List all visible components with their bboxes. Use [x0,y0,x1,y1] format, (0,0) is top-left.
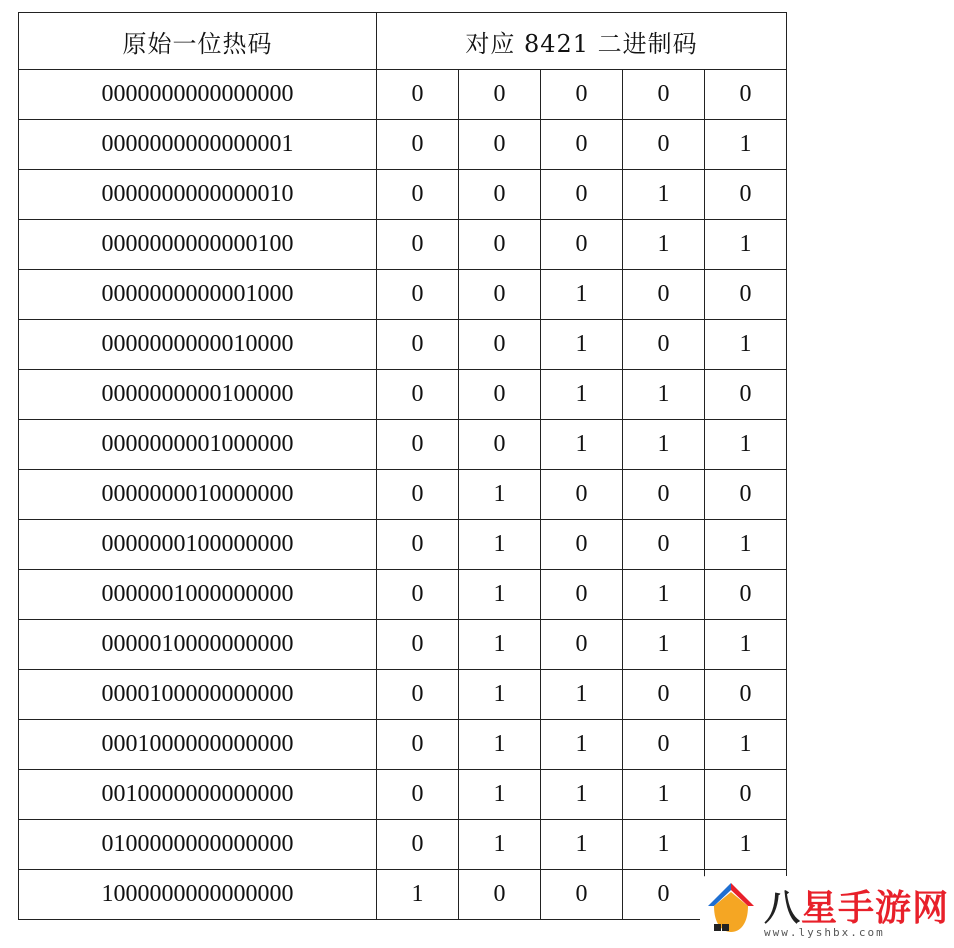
binary-bit-cell: 1 [541,420,623,470]
table-row [19,70,787,120]
binary-bit-cell: 1 [541,670,623,720]
onehot-code-cell: 0000001000000000 [19,570,377,620]
binary-bit-cell: 0 [623,270,705,320]
binary-bit-cell: 0 [541,170,623,220]
binary-bit-cell: 1 [623,370,705,420]
binary-bit-cell: 1 [459,770,541,820]
binary-bit-cell: 1 [541,270,623,320]
binary-bit-cell: 0 [377,620,459,670]
binary-bit-cell: 1 [705,320,787,370]
binary-bit-cell: 0 [705,470,787,520]
binary-bit-cell: 1 [541,820,623,870]
binary-bit-cell: 1 [623,770,705,820]
onehot-code-cell: 0000000000010000 [19,320,377,370]
table-row [19,670,787,720]
binary-bit-cell: 0 [377,70,459,120]
table-row [19,820,787,870]
binary-bit-cell: 0 [459,70,541,120]
binary-bit-cell: 1 [705,720,787,770]
onehot-code-cell: 0010000000000000 [19,770,377,820]
header-binary: 对应 8421 二进制码 [377,13,787,70]
table-row [19,520,787,570]
binary-bit-cell: 1 [459,720,541,770]
header-row [19,13,787,70]
binary-bit-cell: 0 [705,570,787,620]
binary-bit-cell: 0 [541,570,623,620]
binary-bit-cell: 0 [623,720,705,770]
binary-bit-cell: 0 [459,370,541,420]
binary-bit-cell: 0 [623,670,705,720]
binary-bit-cell: 1 [623,570,705,620]
binary-bit-cell: 0 [377,270,459,320]
binary-bit-cell: 0 [377,220,459,270]
onehot-code-cell: 0100000000000000 [19,820,377,870]
binary-bit-cell: 0 [541,220,623,270]
onehot-code-cell: 0000010000000000 [19,620,377,670]
binary-bit-cell: 0 [459,120,541,170]
binary-bit-cell: 0 [459,220,541,270]
binary-bit-cell: 1 [705,220,787,270]
code-conversion-table [18,12,787,920]
binary-bit-cell: 0 [459,320,541,370]
binary-bit-cell: 1 [459,820,541,870]
binary-bit-cell: 0 [623,320,705,370]
onehot-code-cell: 0001000000000000 [19,720,377,770]
table-row [19,470,787,520]
table-body [19,70,787,920]
binary-bit-cell: 0 [459,170,541,220]
binary-bit-cell: 0 [541,520,623,570]
binary-bit-cell: 1 [459,570,541,620]
onehot-code-cell: 0000000000000100 [19,220,377,270]
binary-bit-cell: 0 [541,120,623,170]
binary-bit-cell: 0 [541,870,623,920]
binary-bit-cell: 1 [623,420,705,470]
onehot-code-cell: 0000100000000000 [19,670,377,720]
binary-bit-cell: 0 [377,820,459,870]
binary-bit-cell: 1 [459,670,541,720]
binary-bit-cell: 0 [705,770,787,820]
watermark [700,876,950,946]
watermark-url: www.lyshbx.com [764,926,885,939]
binary-bit-cell: 1 [623,170,705,220]
table-row [19,720,787,770]
binary-bit-cell: 0 [459,270,541,320]
binary-bit-cell: 0 [541,70,623,120]
onehot-code-cell: 0000000000001000 [19,270,377,320]
table-row [19,170,787,220]
onehot-code-cell: 0000000000100000 [19,370,377,420]
watermark-char: 星 [801,888,839,929]
binary-bit-cell: 1 [705,620,787,670]
binary-bit-cell: 0 [705,270,787,320]
watermark-char: 游 [875,888,913,929]
onehot-code-cell: 0000000000000001 [19,120,377,170]
table-row [19,570,787,620]
table-row [19,270,787,320]
watermark-text [764,880,949,931]
binary-bit-cell: 1 [377,870,459,920]
binary-bit-cell: 0 [377,320,459,370]
onehot-code-cell: 0000000001000000 [19,420,377,470]
watermark-char: 八 [764,888,802,929]
table-row [19,120,787,170]
watermark-char: 手 [838,888,876,929]
binary-bit-cell: 0 [459,870,541,920]
binary-bit-cell: 0 [377,170,459,220]
table-row [19,770,787,820]
binary-bit-cell: 0 [705,670,787,720]
table-row [19,870,787,920]
binary-bit-cell: 1 [459,520,541,570]
binary-bit-cell: 0 [377,370,459,420]
binary-bit-cell: 1 [705,520,787,570]
binary-bit-cell: 0 [377,720,459,770]
onehot-code-cell: 1000000000000000 [19,870,377,920]
binary-bit-cell: 0 [623,120,705,170]
binary-bit-cell: 0 [377,470,459,520]
binary-bit-cell: 0 [377,570,459,620]
onehot-code-cell: 0000000100000000 [19,520,377,570]
binary-bit-cell: 1 [459,470,541,520]
house-logo-icon [704,880,758,938]
binary-bit-cell: 0 [705,370,787,420]
header-onehot: 原始一位热码 [19,13,377,70]
binary-bit-cell: 0 [377,520,459,570]
binary-bit-cell: 0 [623,870,705,920]
binary-bit-cell: 1 [541,320,623,370]
table-row [19,620,787,670]
binary-bit-cell: 1 [541,370,623,420]
binary-bit-cell: 0 [377,770,459,820]
binary-bit-cell: 1 [623,820,705,870]
binary-bit-cell: 0 [623,470,705,520]
binary-bit-cell: 1 [459,620,541,670]
binary-bit-cell: 1 [705,120,787,170]
watermark-char: 网 [912,888,950,929]
binary-bit-cell: 0 [705,170,787,220]
binary-bit-cell: 0 [541,470,623,520]
binary-bit-cell: 1 [541,720,623,770]
binary-bit-cell: 0 [541,620,623,670]
table-row [19,420,787,470]
binary-bit-cell: 0 [377,120,459,170]
binary-bit-cell: 1 [623,220,705,270]
binary-bit-cell: 1 [705,420,787,470]
binary-bit-cell: 0 [459,420,541,470]
onehot-code-cell: 0000000000000010 [19,170,377,220]
table-row [19,370,787,420]
binary-bit-cell: 0 [623,70,705,120]
binary-bit-cell: 0 [377,670,459,720]
onehot-code-cell: 0000000010000000 [19,470,377,520]
onehot-code-cell: 0000000000000000 [19,70,377,120]
binary-bit-cell: 0 [705,70,787,120]
binary-bit-cell: 0 [377,420,459,470]
binary-bit-cell: 1 [623,620,705,670]
table-row [19,320,787,370]
table-row [19,220,787,270]
binary-bit-cell: 1 [705,820,787,870]
binary-bit-cell: 1 [541,770,623,820]
binary-bit-cell: 0 [623,520,705,570]
